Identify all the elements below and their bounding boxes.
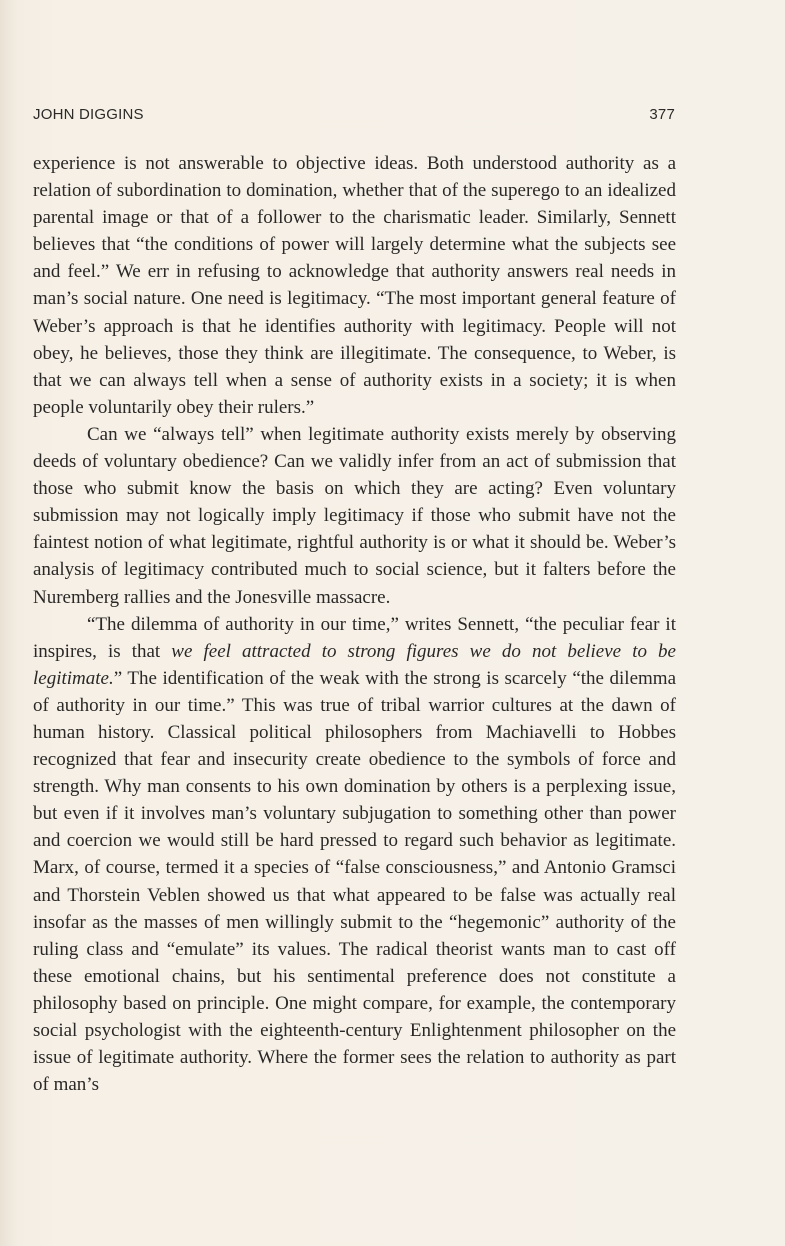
paragraph-2: Can we “always tell” when legitimate authority exists merely by observing deeds of voluntary obedience? Can we validly infer from an act of submission that those who submit know the basis on which they are acting? Even voluntary submission may not logically imply legitimacy if those who submit have not the faintest notion of what legitimate, rightful authority is or what it should be. Weber’s analysis of legitimacy contributed much to social science, but it falters before the Nuremberg rallies and the Jonesville massacre. (33, 423, 676, 608)
paragraph-3 (33, 611, 676, 1099)
paragraph-1: experience is not answerable to objective ideas. Both understood authority as a relation of subordination to domination, whether that of the superego to an idealized parental image or that of a follower to the charismatic leader. Similarly, Sennett believes that “the conditions of power will largely determine what the subjects see and feel.” We err in refusing to acknowledge that authority answers real needs in man’s social nature. One need is legitimacy. “The most important general feature of Weber’s approach is that he identifies authority with legitimacy. People will not obey, he believes, those they think are illegitimate. The consequence, to Weber, is that we can always tell when a sense of authority exists in a society; it is when people voluntarily obey their rulers.” (33, 153, 676, 418)
paragraph-3-italic-quote: we feel attracted to strong figures we do not believe to be legitimate. (33, 640, 676, 689)
page-number: 377 (649, 106, 675, 123)
paragraph-3-text-after: ” The identification of the weak with the strong is scarcely “the dilemma of authority in our time.” This was true of tribal warrior cultures at the dawn of human history. Classical political philosophers from Machiavelli to Hobbes recognized that fear and insecurity create obedience to the symbols of force and strength. Why man consents to his own domination by others is a perplexing issue, but even if it involves man’s voluntary subjugation to something other than power and coercion we would still be hard pressed to regard such behavior as legitimate. Marx, of course, termed it a species of “false consciousness,” and Antonio Gramsci and Thorstein Veblen showed us that what appeared to be false was actually real insofar as the masses of men willingly submit to the “hegemonic” authority of the ruling class and “emulate” its values. The radical theorist wants man to cast off these emotional chains, but his sentimental preference does not constitute a philosophy based on principle. One might compare, for example, the contemporary social psychologist with the eighteenth-century Enlightenment philosopher on the issue of legitimate authority. Where the former sees the relation to authority as part of man’s (33, 667, 676, 1096)
running-head: JOHN DIGGINS (33, 106, 144, 123)
page-header (33, 106, 675, 130)
body-text (33, 150, 676, 1098)
paragraph-3-text-before: “The dilemma of authority in our time,” writes Sennett, “the peculiar fear it inspires, is that (33, 613, 676, 662)
